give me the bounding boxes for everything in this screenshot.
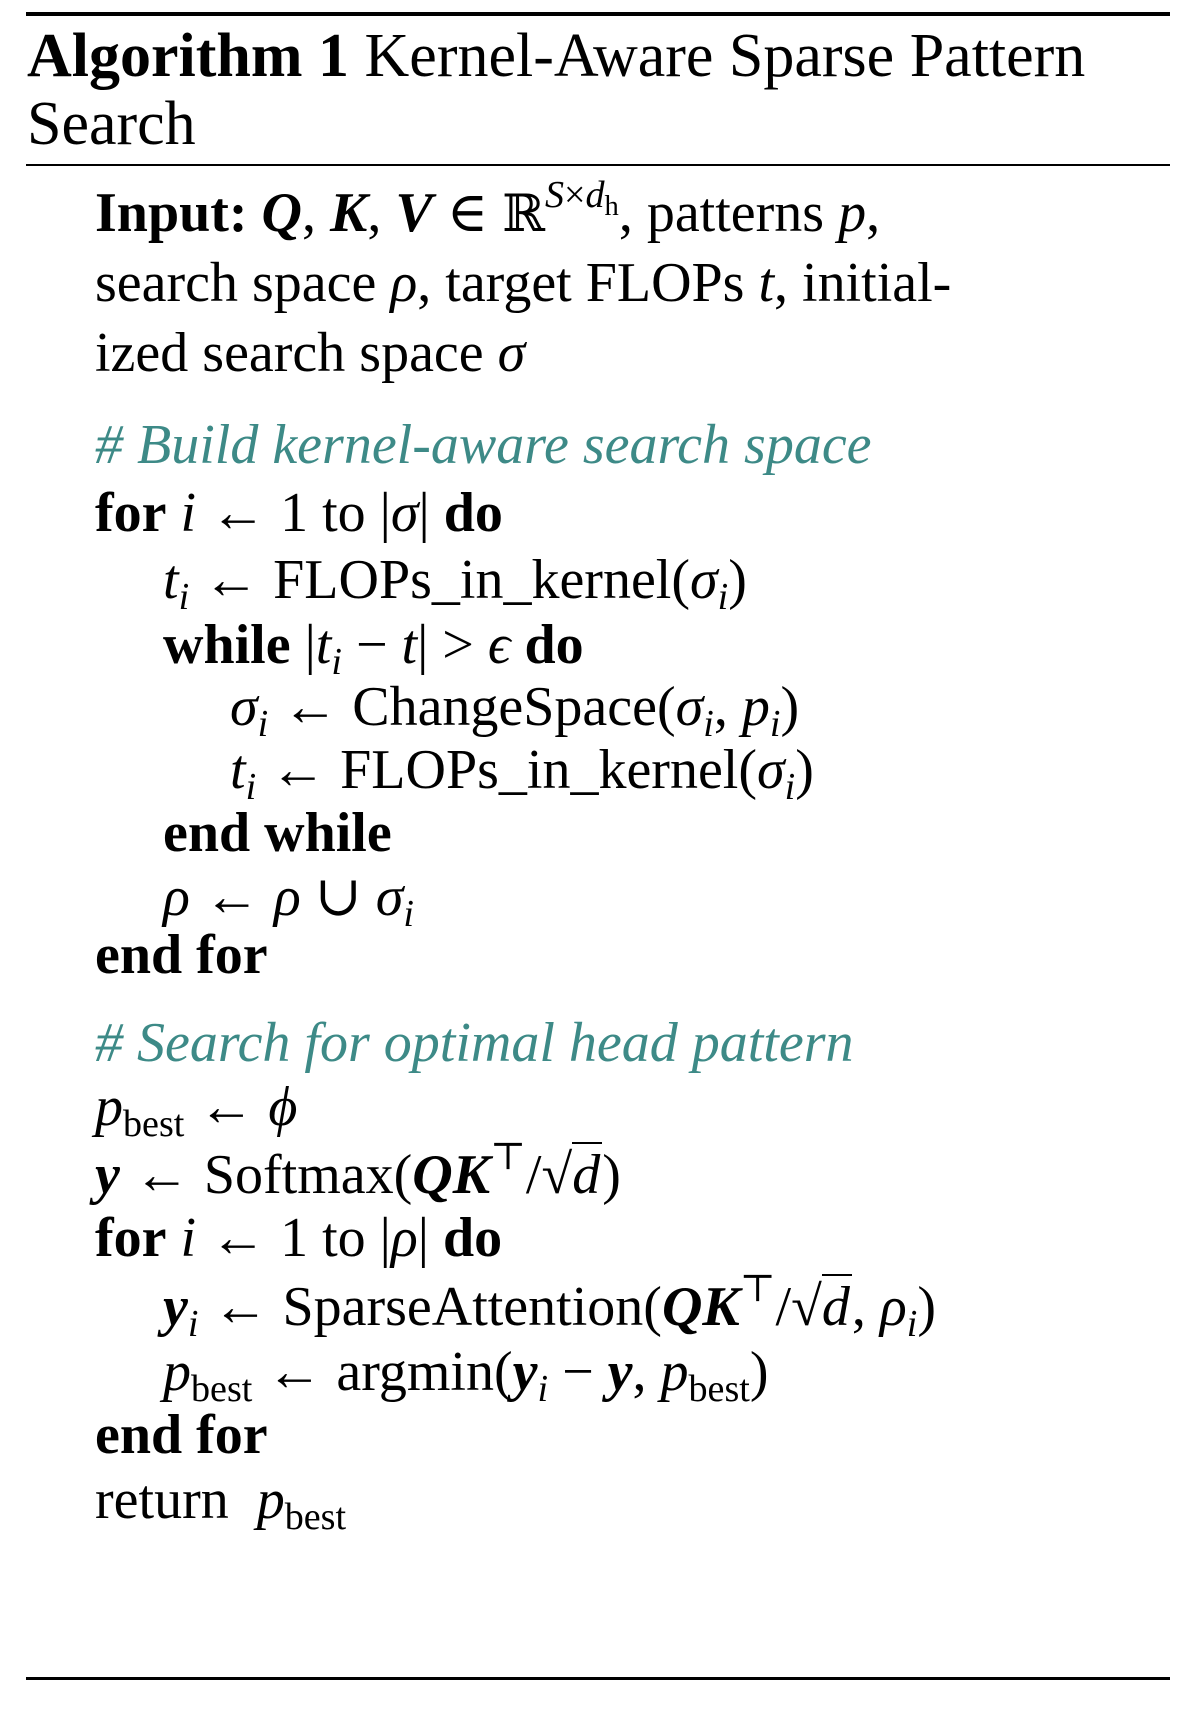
return-line: return pbest [95,1469,347,1538]
return-keyword: return [95,1469,229,1531]
init-pbest: pbest ← ϕ [95,1076,298,1145]
bottom-rule [26,1677,1170,1680]
input-initial-text: , initial- [774,252,952,314]
assign-ti-2: ti ← FLOPs_in_kernel(σi) [230,739,814,808]
while-loop: while |ti − t| > ϵ do [163,614,584,683]
comment-build-search-space: # Build kernel-aware search space [95,414,872,476]
assign-ti-1: ti ← FLOPs_in_kernel(σi) [163,549,747,618]
end-for-2: end for [95,1404,268,1466]
end-while: end while [163,802,392,864]
argmin-line: pbest ← argmin(yi − y, pbest) [163,1341,769,1410]
comment-search-head-pattern: # Search for optimal head pattern [95,1012,854,1074]
input-initialized-text: ized search space [95,322,498,384]
input-keyword: Input: [95,182,248,244]
input-patterns-text: , patterns [618,182,839,244]
assign-sigma-i: σi ← ChangeSpace(σi, pi) [230,676,800,745]
input-line-1: Input: Q, K, V ∈ ℝ$^{S\times d_h}$, patterns p, [95,174,881,244]
sparse-attention-line: yi ← SparseAttention(QK⊤/√d, ρi) [163,1268,936,1345]
input-line-3: ized search space σ [95,322,526,384]
for-loop-1: for i ← 1 to |σ| do [95,482,503,544]
input-target-text: , target FLOPs [417,252,759,314]
caption-rule [26,164,1170,166]
input-line-2: search space ρ, target FLOPs t, initial- [95,252,952,314]
end-for-1: end for [95,924,268,986]
union-rho: ρ ← ρ ∪ σi [163,866,414,935]
algorithm-caption [27,22,1177,158]
input-search-space-text: search space [95,252,391,314]
do-keyword: do [443,482,503,544]
for-loop-2: for i ← 1 to |ρ| do [95,1207,503,1269]
for-keyword: for [95,482,167,544]
while-keyword: while [163,614,291,676]
algorithm-label: Algorithm 1 [27,22,350,90]
algorithm-title: Kernel-Aware Sparse Pattern Search [27,22,1086,158]
top-rule [26,12,1170,16]
softmax-line: y ← Softmax(QK⊤/√d) [95,1136,621,1206]
